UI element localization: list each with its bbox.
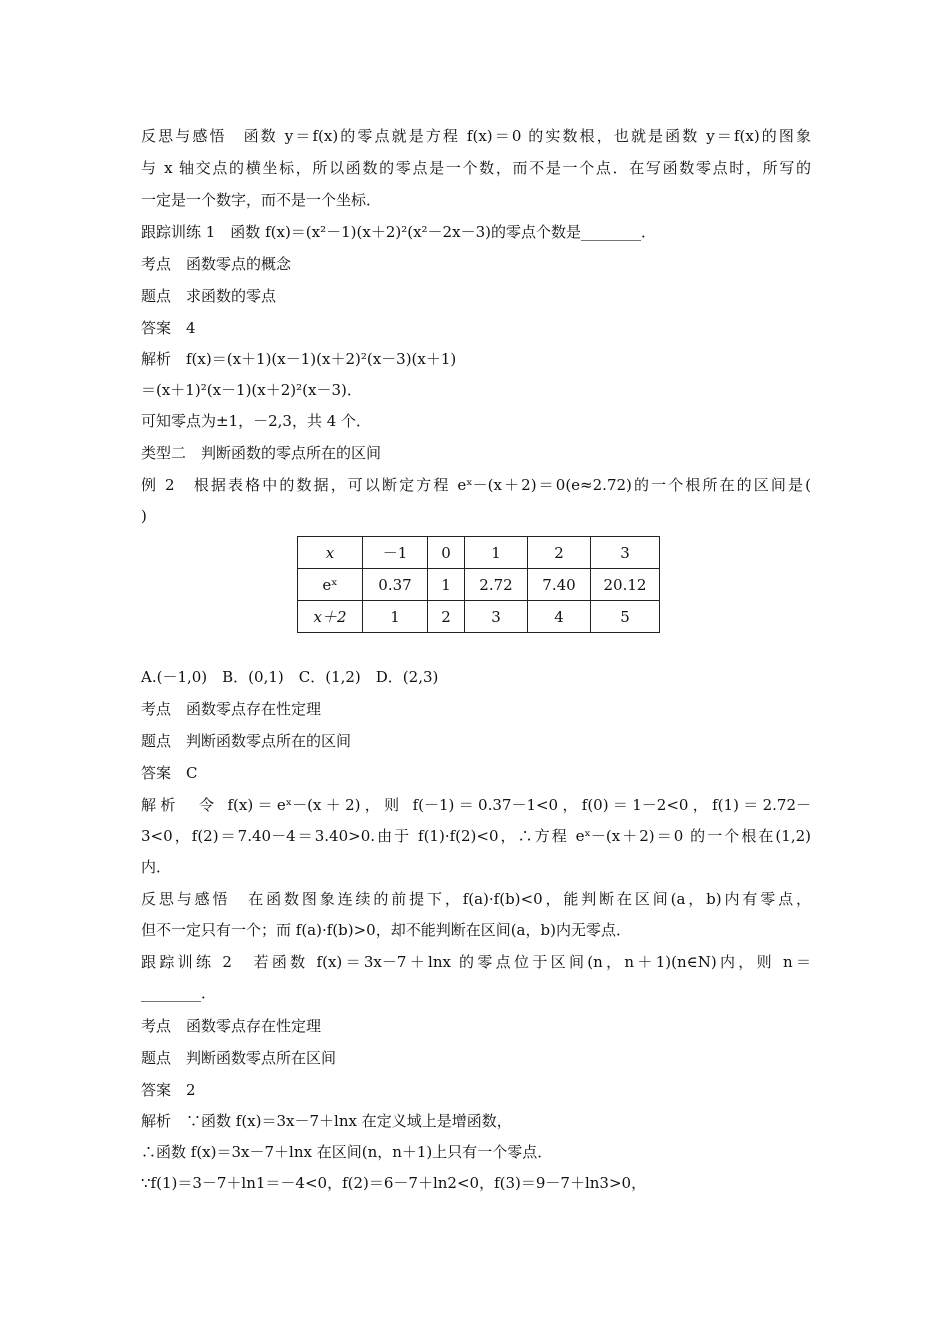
reflection-1-line-3: 一定是一个数字，而不是一个坐标． [141,191,382,209]
reflection-2-line-1: 反思与感悟 在函数图象连续的前提下，f(a)·f(b)<0，能判断在区间(a，b)内有零点， [141,890,811,908]
table-cell: 2 [428,601,465,633]
table-cell: x [298,537,363,569]
table-cell: 3 [465,601,528,633]
example-2-analysis-3: 内． [141,858,172,876]
table-cell: x＋2 [298,601,363,633]
reflection-2-line-2: 但不一定只有一个；而 f(a)·f(b)>0，却不能判断在区间(a，b)内无零点． [141,921,631,939]
value-table [297,536,660,633]
section-heading-type-2: 类型二 判断函数的零点所在的区间 [141,444,382,462]
practice-2-question-line-1: 跟踪训练 2 若函数 f(x)＝3x－7＋lnx 的零点位于区间(n，n＋1)(n∈N)内，则 n＝ [141,953,811,971]
practice-1-topic: 考点 函数零点的概念 [141,255,292,273]
practice-1-answer: 答案 4 [141,319,196,337]
practice-2-analysis-3: ∵f(1)＝3－7＋ln1＝－4<0，f(2)＝6－7＋ln2<0，f(3)＝9－7＋ln3>0， [141,1174,647,1192]
practice-2-analysis-1: 解析 ∵函数 f(x)＝3x－7＋lnx 在定义域上是增函数， [141,1112,512,1130]
example-2-answer: 答案 C [141,764,198,782]
table-cell: 3 [591,537,660,569]
table-row [298,537,660,569]
table-cell: 0.37 [363,569,428,601]
practice-1-analysis-2: ＝(x＋1)²(x－1)(x＋2)²(x－3)． [141,381,362,399]
table-cell: 7.40 [528,569,591,601]
reflection-1-line-2: 与 x 轴交点的横坐标，所以函数的零点是一个数，而不是一个点．在写函数零点时，所写的 [141,159,811,177]
reflection-1-line-1: 反思与感悟 函数 y＝f(x)的零点就是方程 f(x)＝0 的实数根，也就是函数 y＝f(x)的图象 [141,127,811,145]
example-2-question-line-1: 例 2 根据表格中的数据，可以断定方程 eˣ－(x＋2)＝0(e≈2.72)的一个根所在的区间是( [141,476,811,494]
example-2-topic: 考点 函数零点存在性定理 [141,700,322,718]
practice-2-analysis-2: ∴函数 f(x)＝3x－7＋lnx 在区间(n，n＋1)上只有一个零点． [141,1143,553,1161]
table-cell: 2 [528,537,591,569]
practice-2-topic: 考点 函数零点存在性定理 [141,1017,322,1035]
practice-1-analysis-3: 可知零点为±1，－2,3，共 4 个． [141,412,372,430]
table-cell: 2.72 [465,569,528,601]
table-cell: 0 [428,537,465,569]
table-row [298,569,660,601]
example-2-question-line-2: ) [141,507,147,525]
table-cell: －1 [363,537,428,569]
table-cell: 1 [363,601,428,633]
example-2-analysis-2: 3<0，f(2)＝7.40－4＝3.40>0.由于 f(1)·f(2)<0，∴方程 eˣ－(x＋2)＝0 的一个根在(1,2) [141,827,811,845]
example-2-options: A.(－1,0) B．(0,1) C．(1,2) D．(2,3) [141,668,439,686]
table-cell: eˣ [298,569,363,601]
practice-2-question-line-2: ________． [141,984,217,1002]
table-cell: 20.12 [591,569,660,601]
practice-1-subtopic: 题点 求函数的零点 [141,287,277,305]
table-cell: 1 [465,537,528,569]
practice-1-question: 跟踪训练 1 函数 f(x)＝(x²－1)(x＋2)²(x²－2x－3)的零点个数是________． [141,223,656,241]
practice-1-analysis-1: 解析 f(x)＝(x＋1)(x－1)(x＋2)²(x－3)(x＋1) [141,350,457,368]
example-2-subtopic: 题点 判断函数零点所在的区间 [141,732,352,750]
table-cell: 1 [428,569,465,601]
table-cell: 5 [591,601,660,633]
table-row [298,601,660,633]
example-2-analysis-1: 解析 令 f(x)＝eˣ－(x＋2)，则 f(－1)＝0.37－1<0，f(0)＝1－2<0，f(1)＝2.72－ [141,796,811,814]
practice-2-answer: 答案 2 [141,1081,196,1099]
table-cell: 4 [528,601,591,633]
practice-2-subtopic: 题点 判断函数零点所在区间 [141,1049,337,1067]
